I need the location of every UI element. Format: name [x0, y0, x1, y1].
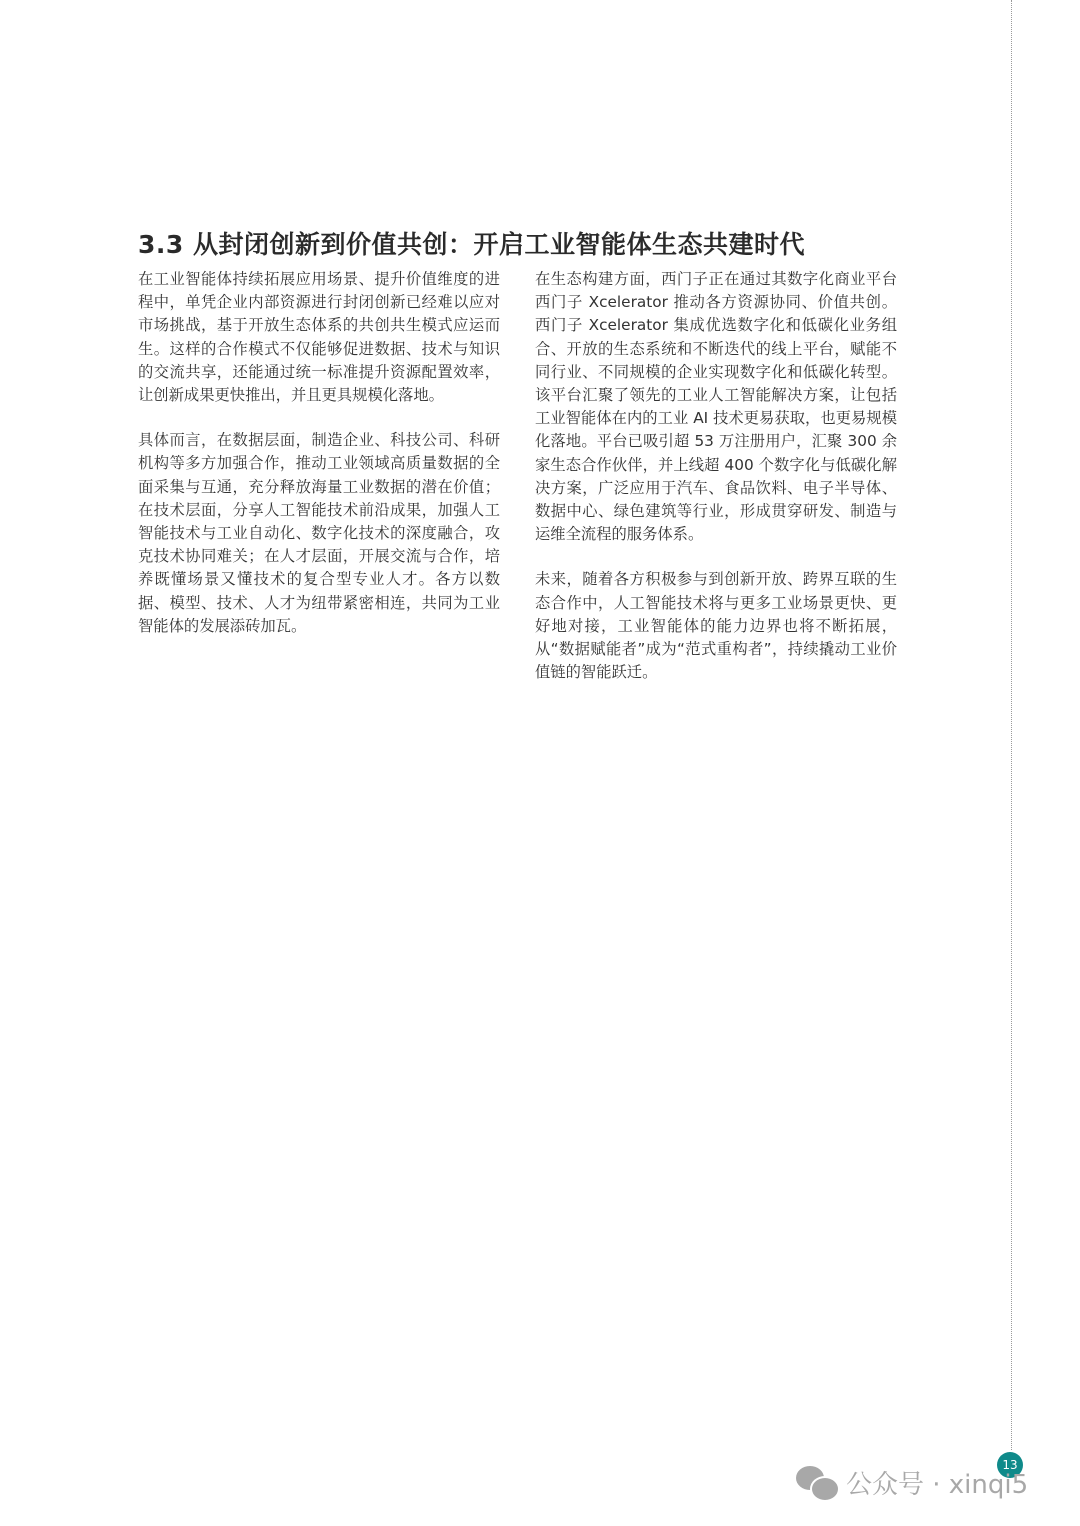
left-column — [138, 268, 500, 660]
paragraph: 未来，随着各方积极参与到创新开放、跨界互联的生态合作中，人工智能技术将与更多工业场景更快、更好地对接，工业智能体的能力边界也将不断拓展，从“数据赋能者”成为“范式重构者”，持续撬动工业价值链的智能跃迁。 — [535, 570, 897, 682]
wechat-icon — [796, 1466, 838, 1500]
page-edge-divider — [1011, 0, 1012, 1450]
paragraph: 具体而言，在数据层面，制造企业、科技公司、科研机构等多方加强合作，推动工业领域高质量数据的全面采集与互通，充分释放海量工业数据的潜在价值；在技术层面，分享人工智能技术前沿成果，加强人工智能技术与工业自动化、数字化技术的深度融合，攻克技术协同难关；在人才层面，开展交流与合作，培养既懂场景又懂技术的复合型专业人才。各方以数据、模型、技术、人才为纽带紧密相连，共同为工业智能体的发展添砖加瓦。 — [138, 431, 500, 635]
paragraph: 在工业智能体持续拓展应用场景、提升价值维度的进程中，单凭企业内部资源进行封闭创新已经难以应对市场挑战，基于开放生态体系的共创共生模式应运而生。这样的合作模式不仅能够促进数据、技术与知识的交流共享，还能通过统一标准提升资源配置效率，让创新成果更快推出，并且更具规模化落地。 — [138, 270, 500, 405]
page-title: 3.3 从封闭创新到价值共创：开启工业智能体生态共建时代 — [138, 229, 805, 259]
page-number-badge: 13 — [997, 1452, 1023, 1478]
paragraph: 在生态构建方面，西门子正在通过其数字化商业平台西门子 Xcelerator 推动各方资源协同、价值共创。西门子 Xcelerator 集成优选数字化和低碳化业务组合、开放的生态系统和不断迭代的线上平台，赋能不同行业、不同规模的企业实现数字化和低碳化转型。该平台汇聚了领先的工业人工智能解决方案，让包括工业智能体在内的工业 AI 技术更易获取，也更易规模化落地。平台已吸引超 53 万注册用户，汇聚 300 余家生态合作伙伴，并上线超 400 个数字化与低碳化解决方案，广泛应用于汽车、食品饮料、电子半导体、数据中心、绿色建筑等行业，形成贯穿研发、制造与运维全流程的服务体系。 — [535, 270, 897, 544]
watermark-text: 公众号 · xinqi5 — [846, 1470, 1029, 1500]
right-column — [535, 268, 897, 706]
watermark — [796, 1464, 1028, 1501]
